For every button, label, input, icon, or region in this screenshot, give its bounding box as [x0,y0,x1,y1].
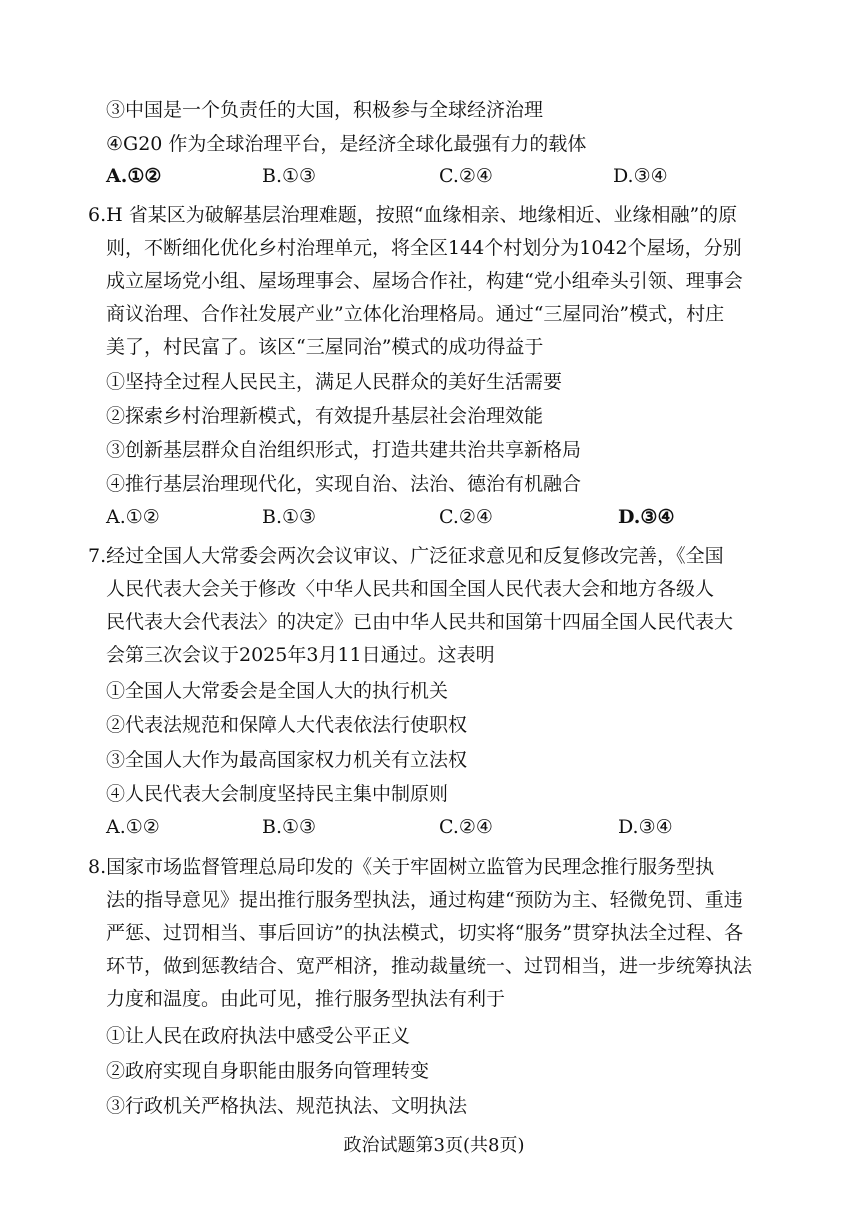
q7-choice-a: A.①② [106,816,160,838]
q8-statement-3: ③行政机关严格执法、规范执法、文明执法 [106,1095,468,1117]
q6-choice-d: D.③④ [618,506,675,528]
q5-choice-d: D.③④ [613,165,668,187]
q5-statement-3: ③中国是一个负责任的大国，积极参与全球经济治理 [106,99,544,121]
q6-choice-c: C.②④ [439,506,493,528]
q8-statement-2: ②政府实现自身职能由服务向管理转变 [106,1060,430,1082]
q7-statement-4: ④人民代表大会制度坚持民主集中制原则 [106,783,449,805]
q8-stem-line: 法的指导意见》提出推行服务型执法，通过构建“预防为主、轻微免罚、重违 [106,889,743,911]
q5-choice-b: B.①③ [262,165,317,187]
q6-stem-line: 则，不断细化优化乡村治理单元，将全区144个村划分为1042个屋场，分别 [106,237,742,259]
q6-stem-line: 6.H 省某区为破解基层治理难题，按照“血缘相亲、地缘相近、业缘相融”的原 [88,204,738,226]
q6-statement-2: ②探索乡村治理新模式，有效提升基层社会治理效能 [106,405,544,427]
q8-stem-line: 力度和温度。由此可见，推行服务型执法有利于 [106,988,506,1010]
q7-stem-line: 会第三次会议于2025年3月11日通过。这表明 [106,644,495,666]
q6-stem-line: 成立屋场党小组、屋场理事会、屋场合作社，构建“党小组牵头引领、理事会 [106,270,743,292]
q8-stem-line: 环节，做到惩教结合、宽严相济，推动裁量统一、过罚相当，进一步统筹执法 [106,955,753,977]
q7-choice-d: D.③④ [618,816,673,838]
page-footer: 政治试题第3页(共8页) [343,1135,525,1156]
q7-stem-line: 人民代表大会关于修改〈中华人民共和国全国人民代表大会和地方各级人 [106,578,715,600]
q7-choice-b: B.①③ [262,816,317,838]
q7-stem-line: 民代表大会代表法〉的决定》已由中华人民共和国第十四届全国人民代表大 [106,611,734,633]
q6-choice-b: B.①③ [262,506,317,528]
q7-statement-3: ③全国人大作为最高国家权力机关有立法权 [106,749,468,771]
q7-choice-c: C.②④ [439,816,493,838]
q5-choice-c: C.②④ [439,165,493,187]
q8-statement-1: ①让人民在政府执法中感受公平正义 [106,1025,411,1047]
q7-statement-1: ①全国人大常委会是全国人大的执行机关 [106,680,449,702]
q7-statement-2: ②代表法规范和保障人大代表依法行使职权 [106,714,468,736]
q6-stem-line: 商议治理、合作社发展产业”立体化治理格局。通过“三屋同治”模式，村庄 [106,303,725,325]
q6-statement-1: ①坚持全过程人民民主，满足人民群众的美好生活需要 [106,371,563,393]
q6-choice-a: A.①② [106,506,160,528]
q6-stem-line: 美了，村民富了。该区“三屋同治”模式的成功得益于 [106,336,544,358]
q5-statement-4: ④G20 作为全球治理平台，是经济全球化最强有力的载体 [106,133,587,155]
q7-stem-line: 7.经过全国人大常委会两次会议审议、广泛征求意见和反复修改完善，《全国 [88,545,724,567]
q6-statement-4: ④推行基层治理现代化，实现自治、法治、德治有机融合 [106,473,582,495]
q6-statement-3: ③创新基层群众自治组织形式，打造共建共治共享新格局 [106,439,582,461]
q8-stem-line: 8.国家市场监督管理总局印发的《关于牢固树立监管为民理念推行服务型执 [88,856,715,878]
q8-stem-line: 严惩、过罚相当、事后回访”的执法模式，切实将“服务”贯穿执法全过程、各 [106,922,744,944]
q5-choice-a: A.①② [106,165,162,187]
